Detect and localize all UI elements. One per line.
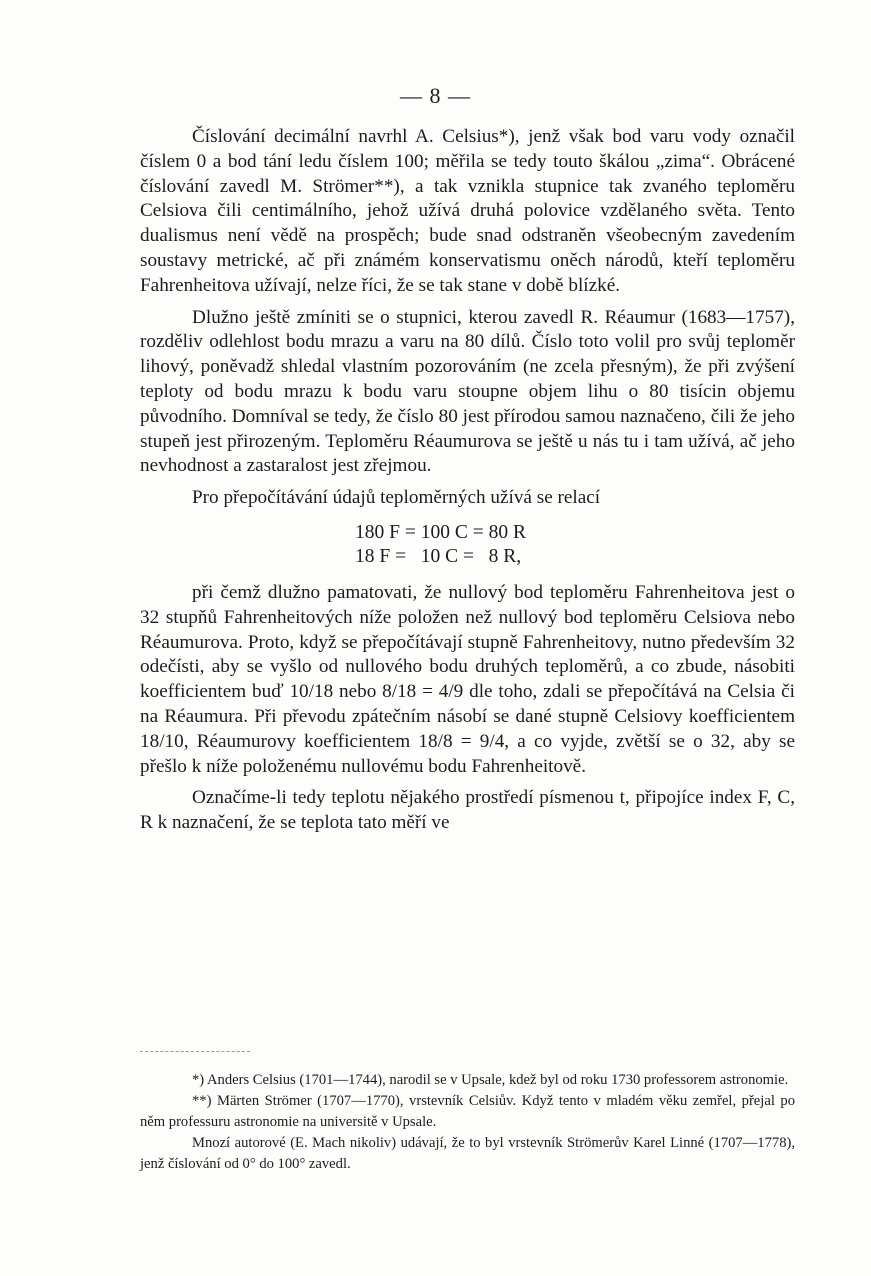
paragraph: Dlužno ještě zmíniti se o stupnici, kterou zavedl R. Réaumur (1683—1757), rozděliv odlehlost bodu mrazu a varu na 80 dílů. Číslo toto volil pro svůj teploměr lihový, poněvadž shledal vlastním pozorováním (ne zcela přesným), že při zvýšení teploty od bodu mrazu k bodu varu stoupne objem lihu o 80 tisícin objemu původního. Domníval se tedy, že číslo 80 jest přírodou samou naznačeno, čili že jeho stupeň jest přirozeným. Teploměru Réaumurova se ještě u nás tu i tam užívá, ač jeho nevhodnost a zastaralost jest zřejmou. — [140, 306, 795, 477]
paragraph: Pro přepočítávání údajů teploměrných užívá se relací — [192, 487, 601, 509]
conversion-formulas — [140, 521, 795, 569]
paragraph: při čemž dlužno pamatovati, že nullový bod teploměru Fahrenheitova jest o 32 stupňů Fahrenheitových níže položen než nullový bod teploměru Celsiova nebo Réaumurova. Proto, když se přepočítávají stupně Fahrenheitovy, nutno především 32 odečísti, aby se vyšlo od nullového bodu druhých teploměrů, a co zbude, násobiti koefficientem buď 10/18 nebo 8/18 = 4/9 dle toho, zdali se přepočítává na Celsia či na Réaumura. Při převodu zpátečním násobí se dané stupně Celsiovy koefficientem 18/10, Réaumurovy koefficientem 18/8 = 9/4, a co vyjde, zvětší se o 32, aby se přešlo k níže položenému nullovému bodu Fahrenheitově. — [140, 581, 795, 777]
paragraph: Označíme-li tedy teplotu nějakého prostředí písmenou t, připojíce index F, C, R k naznačení, že se teplota tato měří ve — [140, 787, 795, 834]
footnote-divider — [140, 1051, 250, 1052]
footnotes — [140, 1070, 795, 1175]
footnote: Mnozí autorové (E. Mach nikoliv) udávají, že to byl vrstevník Strömerův Karel Linné (1707—1778), jenž číslování od 0° do 100° zavedl. — [140, 1135, 795, 1172]
body-text — [140, 125, 795, 836]
formula-line: 18 F = 10 C = 8 R, — [355, 545, 522, 567]
page-number: — 8 — — [400, 83, 471, 108]
formula-line: 180 F = 100 C = 80 R — [355, 521, 526, 543]
footnote: **) Märten Strömer (1707—1770), vrstevník Celsiův. Když tento v mladém věku zemřel, přejal po něm professuru astronomie na universitě v Upsale. — [140, 1093, 795, 1130]
footnote: *) Anders Celsius (1701—1744), narodil se v Upsale, kdež byl od roku 1730 professorem astronomie. — [192, 1072, 789, 1088]
paragraph: Číslování decimální navrhl A. Celsius*), jenž však bod varu vody označil číslem 0 a bod tání ledu číslem 100; měřila se tedy touto škálou „zima“. Obrácené číslování zavedl M. Strömer**), a tak vznikla stupnice tak zvaného teploměru Celsiova čili centimálního, jehož užívá druhá polovice vzdělaného světa. Tento dualismus není vědě na prospěch; bude snad odstraněn všeobecným zavedením soustavy metrické, ač při známém konservatismu oněch národů, kteří teploměru Fahrenheitova užívají, nelze říci, že se tak stane v době blízké. — [140, 126, 795, 296]
